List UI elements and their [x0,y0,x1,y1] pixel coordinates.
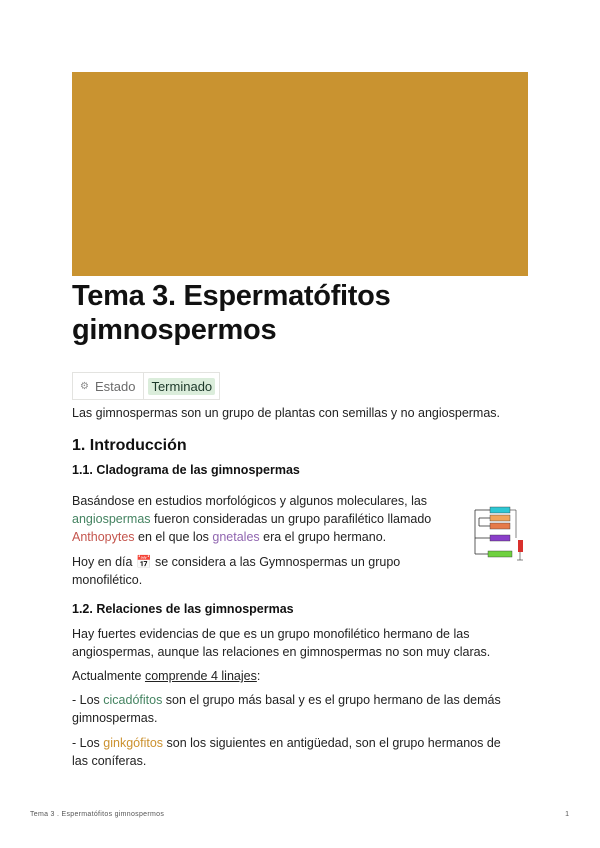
heading-introduccion: 1. Introducción [72,437,187,454]
angiospermas-link[interactable]: angiospermas [72,512,151,526]
gnetales-link[interactable]: gnetales [212,530,260,544]
property-key [73,373,143,399]
footer-title: Tema 3 . Espermatófitos gimnospermos [30,811,165,818]
property-key-label: Estado [94,378,136,394]
cladograma-paragraph: Basándose en estudios morfológicos y algunos moleculares, las angiospermas fueron consideradas un grupo parafilético llamado Anthopytes en el que los gnetales era el grupo hermano. [72,494,432,544]
cladogram-thumbnail [472,502,528,564]
calendar-icon: 📅 [135,555,152,569]
cicadofitos-paragraph: - Los cicadófitos son el grupo más basal y es el grupo hermano de las demás gimnospermas. [72,693,501,725]
heading-relaciones: 1.2. Relaciones de las gimnospermas [72,602,294,616]
property-value[interactable] [143,373,219,399]
page-number: 1 [565,811,569,818]
relaciones-paragraph: Hay fuertes evidencias de que es un grupo monofilético hermano de las angiospermas, aunque las relaciones en gimnospermas no son muy claras. [72,627,491,659]
comprende-4-linajes: comprende 4 linajes [144,669,257,683]
cicadofitos-link[interactable]: cicadófitos [103,693,163,707]
hoy-paragraph: Hoy en día 📅 se considera a las Gymnospermas un grupo monofilético. [72,555,401,587]
gear-icon: ⚙ [80,380,89,392]
property-row[interactable] [72,372,220,400]
anthopytes-link[interactable]: Anthopytes [72,530,135,544]
ginkgofitos-link[interactable]: ginkgófitos [103,736,164,750]
linajes-paragraph: Actualmente comprende 4 linajes: [72,669,261,683]
page-title: Tema 3. Espermatófitos gimnospermos [72,280,391,346]
cover-image [72,72,528,276]
ginkgofitos-paragraph: - Los ginkgófitos son los siguientes en antigüedad, son el grupo hermanos de las coníferas. [72,736,501,768]
intro-paragraph: Las gimnospermas son un grupo de plantas con semillas y no angiospermas. [72,406,501,420]
status-badge: Terminado [148,378,215,395]
heading-cladograma: 1.1. Cladograma de las gimnospermas [72,463,300,477]
